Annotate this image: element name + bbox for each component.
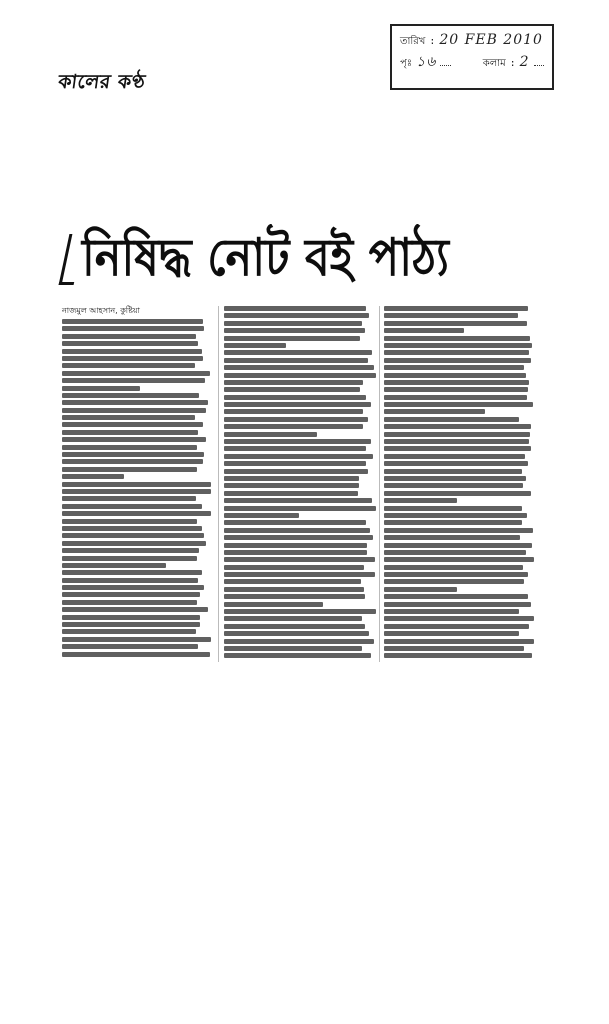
body-text-line — [224, 365, 374, 370]
stamp-dotted-line — [534, 65, 544, 66]
body-text-line — [384, 439, 529, 444]
body-text-line — [384, 639, 534, 644]
body-text-line — [62, 548, 199, 553]
body-text-line — [62, 437, 206, 442]
body-text-line — [62, 563, 166, 568]
body-text-line — [384, 417, 519, 422]
body-text-line — [384, 454, 525, 459]
body-text-line — [224, 631, 369, 636]
headline-block — [62, 226, 542, 306]
stamp-date-value: 20 FEB 2010 — [439, 32, 543, 48]
newspaper-masthead: কালের কণ্ঠ — [56, 71, 147, 93]
body-text-line — [384, 336, 530, 341]
body-text-line — [384, 543, 532, 548]
article-body — [62, 306, 544, 662]
body-text-line — [224, 387, 360, 392]
body-text-line — [384, 350, 529, 355]
body-text-line — [62, 592, 200, 597]
body-text-line — [384, 395, 527, 400]
body-text-line — [384, 424, 531, 429]
article-byline: নাজমুল আহসান, কুষ্টিয়া — [62, 306, 140, 315]
body-text-line — [224, 543, 367, 548]
body-text-line — [62, 459, 203, 464]
body-text-line — [224, 424, 363, 429]
body-text-line — [62, 422, 203, 427]
body-text-line — [224, 476, 359, 481]
body-text-line — [384, 616, 534, 621]
body-text-line — [224, 579, 361, 584]
body-text-line — [224, 602, 323, 607]
body-text-line — [62, 600, 197, 605]
body-text-line — [384, 594, 528, 599]
stamp-page-label: পৃঃ — [400, 58, 413, 69]
body-text-line — [224, 506, 376, 511]
body-text-line — [384, 653, 532, 658]
body-text-line — [62, 489, 211, 494]
body-text-line — [384, 602, 531, 607]
body-text-line — [384, 535, 520, 540]
body-text-line — [62, 349, 202, 354]
body-text-line — [62, 637, 211, 642]
column-divider — [218, 306, 219, 662]
body-text-line — [62, 526, 202, 531]
stamp-column-value: 2 — [519, 54, 530, 70]
body-text-line — [384, 572, 528, 577]
body-text-line — [224, 498, 372, 503]
body-text-line — [62, 622, 200, 627]
body-text-line — [62, 496, 196, 501]
body-text-line — [224, 417, 368, 422]
column-divider — [379, 306, 380, 662]
body-text-line — [384, 365, 524, 370]
body-text-line — [384, 469, 522, 474]
body-text-line — [62, 378, 205, 383]
body-text-line — [224, 491, 358, 496]
body-text-line — [384, 343, 532, 348]
body-text-line — [62, 386, 140, 391]
body-text-line — [62, 408, 206, 413]
body-text-line — [384, 624, 529, 629]
body-text-line — [224, 336, 360, 341]
body-text-line — [384, 380, 529, 385]
body-text-line — [224, 328, 365, 333]
body-text-line — [62, 363, 195, 368]
body-text-line — [62, 474, 124, 479]
body-text-line — [384, 306, 528, 311]
body-text-line — [62, 504, 202, 509]
body-text-line — [384, 587, 457, 592]
body-text-line — [224, 483, 359, 488]
body-text-line — [62, 326, 204, 331]
body-text-line — [384, 358, 531, 363]
body-text-line — [384, 491, 531, 496]
body-text-line — [224, 380, 363, 385]
body-text-line — [384, 550, 526, 555]
stamp-dotted-line — [440, 65, 450, 66]
body-text-line — [62, 533, 204, 538]
body-text-line — [384, 321, 527, 326]
body-text-line — [224, 550, 367, 555]
body-text-line — [384, 476, 526, 481]
body-text-line — [62, 615, 200, 620]
body-text-line — [224, 616, 362, 621]
body-text-line — [224, 439, 371, 444]
body-text-line — [384, 498, 457, 503]
body-text-line — [224, 343, 286, 348]
stamp-page-value: ১৬ — [416, 54, 437, 70]
article-column-3 — [384, 306, 536, 662]
body-text-line — [224, 557, 375, 562]
stamp-column-label: কলাম — [482, 58, 506, 69]
article-column-2 — [224, 306, 376, 662]
body-text-line — [384, 631, 519, 636]
body-text-line — [224, 409, 363, 414]
body-text-line — [224, 520, 366, 525]
body-text-line — [62, 556, 197, 561]
body-text-line — [224, 587, 364, 592]
body-text-line — [224, 624, 365, 629]
body-text-line — [224, 350, 372, 355]
stamp-date-row: তারিখ : 20 FEB 2010 — [400, 30, 544, 52]
article-column-1 — [62, 306, 212, 662]
body-text-line — [62, 585, 204, 590]
body-text-line — [62, 511, 211, 516]
body-text-line — [224, 535, 373, 540]
body-text-line — [384, 402, 533, 407]
body-text-line — [224, 446, 366, 451]
body-text-line — [384, 328, 464, 333]
body-text-line — [224, 358, 368, 363]
body-text-line — [224, 454, 373, 459]
body-text-line — [384, 409, 485, 414]
body-text-line — [62, 570, 202, 575]
article-headline: নিষিদ্ধ নোট বই পাঠ্য — [82, 227, 449, 288]
body-text-line — [384, 373, 526, 378]
body-text-line — [62, 467, 197, 472]
body-text-line — [224, 402, 371, 407]
body-text-line — [224, 321, 362, 326]
body-text-line — [384, 520, 522, 525]
body-text-line — [62, 356, 203, 361]
body-text-line — [224, 646, 362, 651]
body-text-line — [224, 653, 371, 658]
body-text-line — [62, 629, 196, 634]
body-text-line — [62, 607, 208, 612]
body-text-line — [224, 306, 366, 311]
body-text-line — [384, 483, 523, 488]
body-text-line — [62, 452, 204, 457]
body-text-line — [224, 594, 365, 599]
archive-stamp — [390, 24, 554, 90]
body-text-line — [224, 313, 369, 318]
body-text-line — [384, 506, 522, 511]
body-text-line — [224, 469, 368, 474]
body-text-line — [62, 445, 197, 450]
body-text-line — [62, 644, 198, 649]
body-text-line — [384, 432, 530, 437]
body-text-line — [384, 387, 528, 392]
body-text-line — [224, 609, 376, 614]
body-text-line — [62, 415, 195, 420]
body-text-line — [62, 334, 196, 339]
body-text-line — [224, 639, 374, 644]
body-text-line — [62, 341, 198, 346]
body-text-line — [224, 395, 366, 400]
body-text-line — [62, 541, 206, 546]
body-text-line — [384, 513, 527, 518]
body-text-line — [62, 319, 203, 324]
stamp-date-label: তারিখ — [400, 36, 426, 47]
body-text-line — [384, 565, 523, 570]
body-text-line — [224, 528, 370, 533]
body-text-line — [224, 572, 375, 577]
body-text-line — [224, 513, 299, 518]
body-text-line — [224, 373, 376, 378]
body-text-line — [62, 482, 211, 487]
body-text-line — [384, 446, 531, 451]
body-text-line — [384, 461, 528, 466]
body-text-line — [384, 579, 524, 584]
body-text-line — [62, 400, 208, 405]
body-text-line — [384, 609, 519, 614]
body-text-line — [384, 646, 524, 651]
body-text-line — [62, 652, 210, 657]
body-text-line — [62, 393, 199, 398]
body-text-line — [384, 528, 533, 533]
body-text-line — [62, 578, 198, 583]
body-text-line — [384, 557, 534, 562]
body-text-line — [384, 313, 518, 318]
headline-frame-mark — [59, 234, 85, 285]
body-text-line — [224, 461, 366, 466]
stamp-page-row: পৃঃ ১৬ কলাম : 2 — [400, 52, 544, 74]
body-text-line — [224, 432, 317, 437]
body-text-line — [62, 519, 197, 524]
body-text-line — [224, 565, 364, 570]
body-text-line — [62, 430, 198, 435]
body-text-line — [62, 371, 210, 376]
